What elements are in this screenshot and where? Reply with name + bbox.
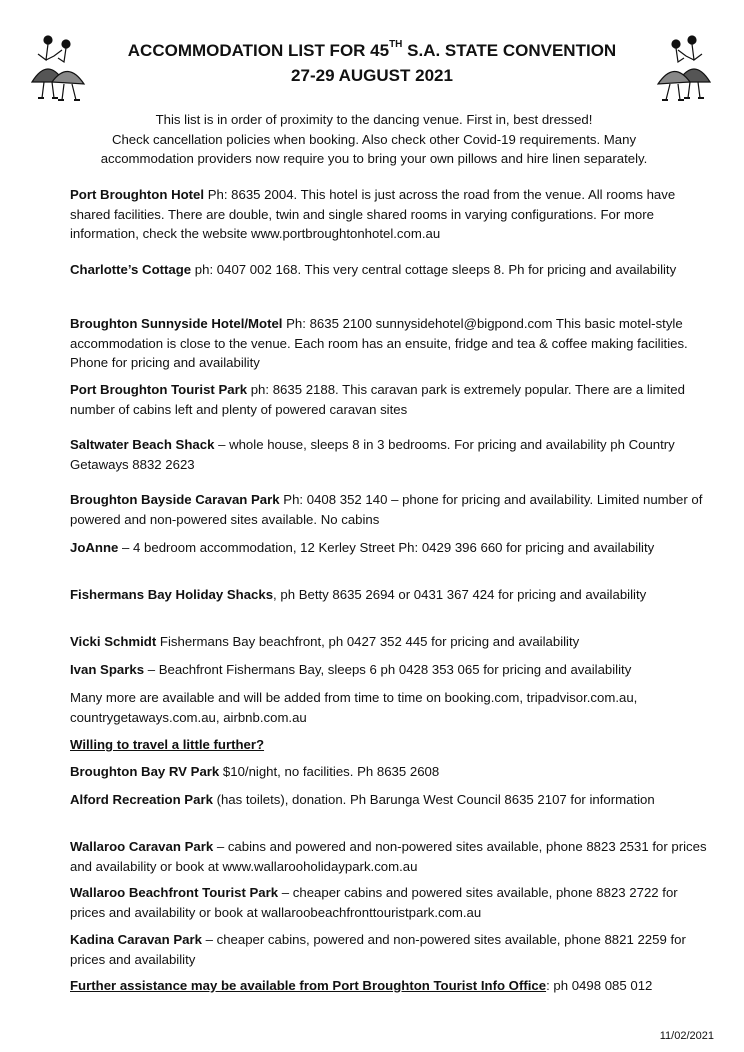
- entry-details: $10/night, no facilities. Ph 8635 2608: [219, 764, 440, 779]
- accommodation-entry: [70, 260, 710, 280]
- entry-details: Ph: 8635 2004. This hotel is just across the road from the venue. All rooms have shared facilities. There are double, twin and single shared rooms in varying configurations. For more information, check the website www.portbroughtonhotel.com.au: [70, 187, 676, 241]
- accommodation-entry: [70, 380, 710, 419]
- entry-name: Port Broughton Hotel: [70, 187, 205, 202]
- accommodation-entry: [70, 632, 710, 652]
- more-listings-note: Many more are available and will be added from time to time on booking.com, tripadvisor.com.au, countrygetaways.com.au, airbnb.com.au: [70, 690, 638, 725]
- title-line-1: ACCOMMODATION LIST FOR 45TH S.A. STATE CONVENTION: [127, 39, 617, 60]
- further-assistance-line: [70, 976, 710, 996]
- accommodation-entry: [70, 585, 710, 605]
- entry-name: JoAnne: [70, 540, 119, 555]
- convention-dates: 27-29 AUGUST 2021: [291, 66, 453, 85]
- accommodation-entry: [70, 790, 710, 810]
- entry-name: Broughton Bay RV Park: [70, 764, 220, 779]
- intro-paragraph: [50, 110, 698, 169]
- entry-details: Ph: 8635 2100 sunnysidehotel@bigpond.com This basic motel-style accommodation is close to the venue. Each room has an ensuite, fridge and tea & coffee making facilities. Phone for pricing and availability: [70, 316, 688, 370]
- entry-details: – cheaper cabins and powered sites available, phone 8823 2722 for prices and availability or book at wallaroobeachfronttouristpark.com.au: [70, 885, 678, 920]
- page-title: [0, 38, 744, 88]
- entry-name: Charlotte’s Cottage: [70, 262, 192, 277]
- entry-details: ph: 0407 002 168. This very central cottage sleeps 8. Ph for pricing and availability: [191, 262, 677, 277]
- entry-name: Port Broughton Tourist Park: [70, 382, 248, 397]
- entry-name: Vicki Schmidt: [70, 634, 157, 649]
- entry-details: – cheaper cabins, powered and non-powered sites available, phone 8821 2259 for prices and availability: [70, 932, 686, 967]
- entry-details: , ph Betty 8635 2694 or 0431 367 424 for pricing and availability: [273, 587, 647, 602]
- accommodation-entry: [70, 930, 710, 969]
- intro-line-1: This list is in order of proximity to the dancing venue. First in, best dressed!: [155, 112, 593, 127]
- assistance-label: Further assistance may be available from Port Broughton Tourist Info Office: [70, 978, 547, 993]
- entry-name: Wallaroo Caravan Park: [70, 839, 214, 854]
- entry-details: ph: 8635 2188. This caravan park is extremely popular. There are a limited number of cabins left and plenty of powered caravan sites: [70, 382, 685, 417]
- accommodation-entry: [70, 538, 710, 558]
- entry-name: Wallaroo Beachfront Tourist Park: [70, 885, 279, 900]
- entry-name: Broughton Sunnyside Hotel/Motel: [70, 316, 283, 331]
- entry-name: Broughton Bayside Caravan Park: [70, 492, 280, 507]
- entry-name: Fishermans Bay Holiday Shacks: [70, 587, 274, 602]
- accommodation-entry: [70, 660, 710, 680]
- accommodation-entry: [70, 883, 710, 922]
- entry-name: Saltwater Beach Shack: [70, 437, 215, 452]
- intro-line-2: Check cancellation policies when booking. Also check other Covid-19 requirements. Many: [111, 131, 637, 147]
- accommodation-entry: [70, 185, 710, 244]
- document-date: 11/02/2021: [659, 1030, 714, 1042]
- accommodation-entry: [70, 314, 710, 373]
- entry-details: Fishermans Bay beachfront, ph 0427 352 445 for pricing and availability: [156, 634, 580, 649]
- entry-name: Alford Recreation Park: [70, 792, 213, 807]
- entry-details: (has toilets), donation. Ph Barunga West Council 8635 2107 for information: [212, 792, 655, 807]
- accommodation-entry: [70, 837, 710, 876]
- entry-details: – whole house, sleeps 8 in 3 bedrooms. For pricing and availability ph Country Getaways 8832 2623: [70, 437, 675, 472]
- accommodation-entry: [70, 435, 710, 474]
- entry-name: Kadina Caravan Park: [70, 932, 202, 947]
- entry-details: Ph: 0408 352 140 – phone for pricing and availability. Limited number of powered and non-powered sites available. No cabins: [70, 492, 703, 527]
- entry-name: Ivan Sparks: [70, 662, 145, 677]
- intro-line-3: accommodation providers now require you to bring your own pillows and hire linen separately.: [100, 151, 648, 166]
- entry-details: – Beachfront Fishermans Bay, sleeps 6 ph 0428 353 065 for pricing and availability: [144, 662, 632, 677]
- accommodation-entry: [70, 490, 710, 529]
- entry-details: – 4 bedroom accommodation, 12 Kerley Street Ph: 0429 396 660 for pricing and availability: [118, 540, 655, 555]
- accommodation-entry: [70, 762, 710, 782]
- further-travel-heading: Willing to travel a little further?: [70, 737, 265, 752]
- assistance-phone: : ph 0498 085 012: [546, 978, 653, 993]
- entry-details: – cabins and powered and non-powered sites available, phone 8823 2531 for prices and availability or book at www.wallarooholidaypark.com.au: [70, 839, 707, 874]
- ordinal-suffix: TH: [389, 39, 403, 50]
